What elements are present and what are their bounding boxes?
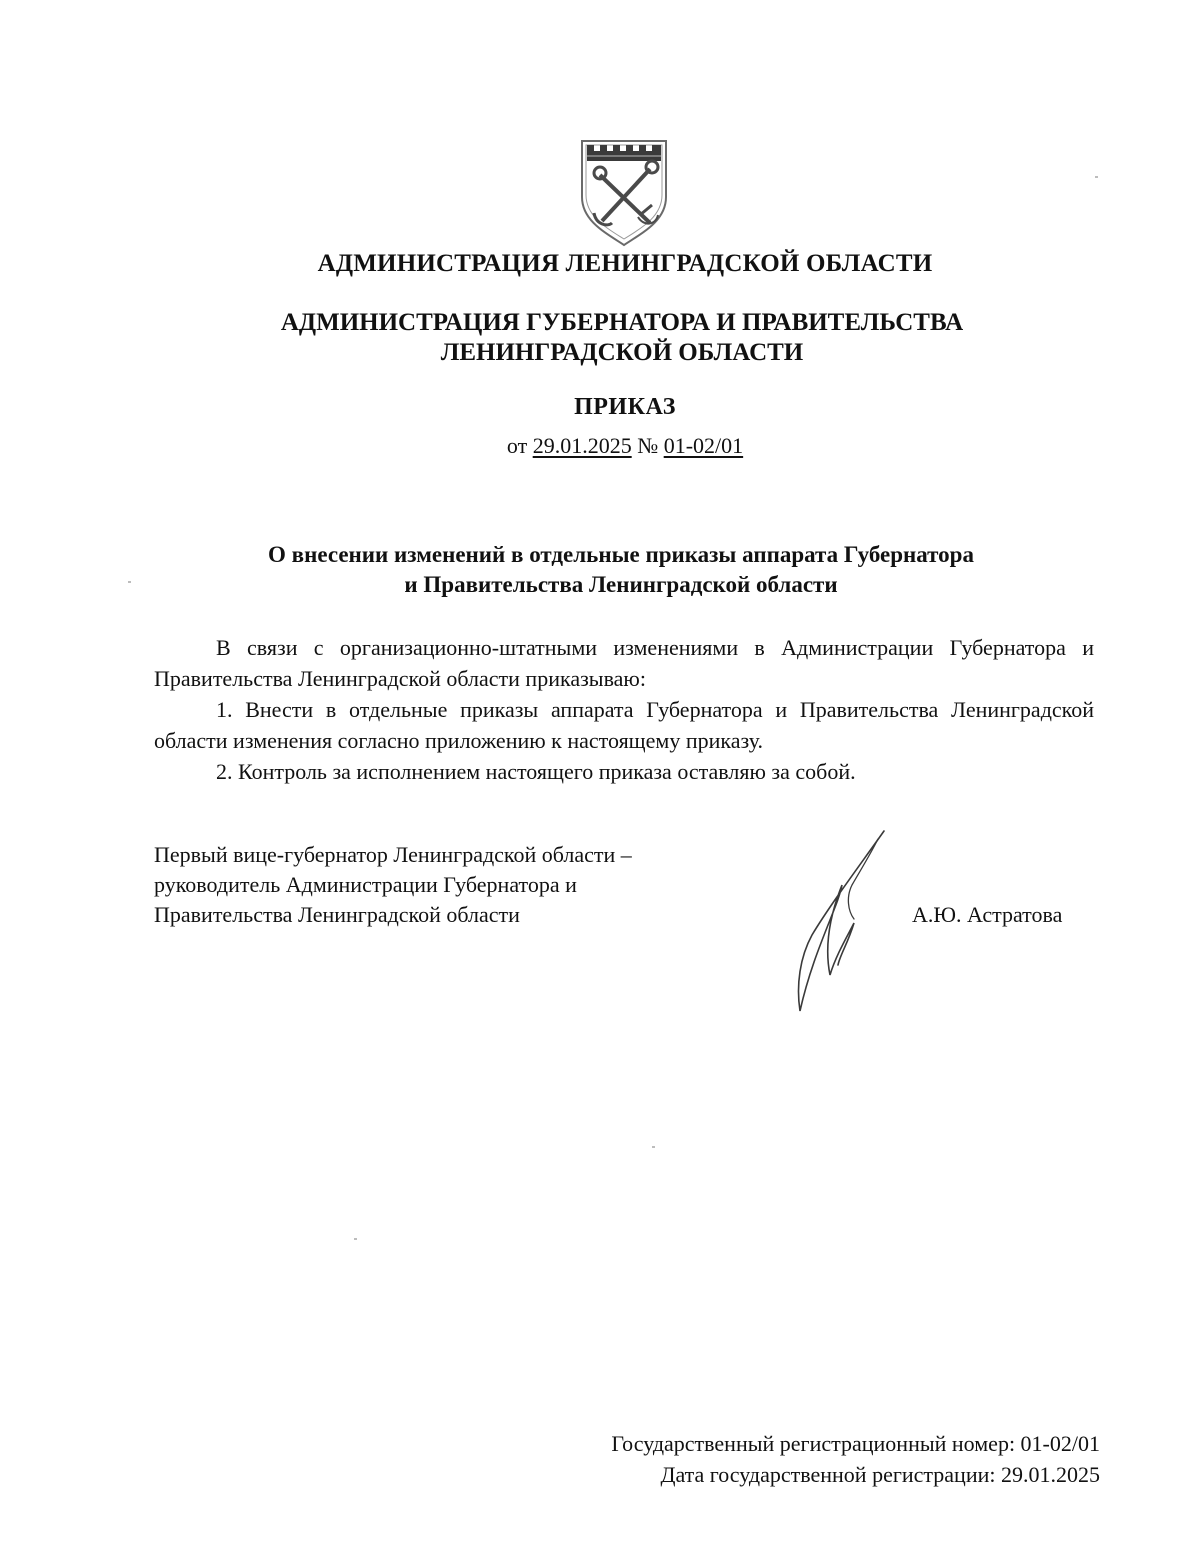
order-date-number [0,433,1200,459]
coat-of-arms-icon [578,135,670,247]
position-line2: руководитель Администрации Губернатора и [154,872,577,897]
department-name-line2: ЛЕНИНГРАДСКОЙ ОБЛАСТИ [440,339,804,366]
scan-speck [128,581,131,583]
body-item-1: 1. Внести в отдельные приказы аппарата Губернатора и Правительства Ленинградской области изменения согласно приложению к настоящему приказу. [154,697,1094,753]
order-number: 01-02/01 [663,433,744,458]
scan-speck [1095,176,1098,178]
signatory-position [154,840,632,930]
position-line1: Первый вице-губернатор Ленинградской области – [154,842,632,867]
date-prefix: от [506,433,528,458]
number-prefix: № [637,433,659,458]
department-name [0,308,1200,368]
department-name-line1: АДМИНИСТРАЦИЯ ГУБЕРНАТОРА И ПРАВИТЕЛЬСТВА [280,309,964,336]
scan-speck [652,1146,655,1148]
registration-info [611,1428,1100,1490]
subject-line2: и Правительства Ленинградской области [404,572,838,597]
organization-name: АДМИНИСТРАЦИЯ ЛЕНИНГРАДСКОЙ ОБЛАСТИ [317,250,933,277]
position-line3: Правительства Ленинградской области [154,902,520,927]
signatory-name: А.Ю. Астратова [912,902,1063,927]
order-date: 29.01.2025 [532,433,632,458]
document-subject [0,540,1200,600]
body-item-2: 2. Контроль за исполнением настоящего приказа оставляю за собой. [216,759,856,784]
registration-date: Дата государственной регистрации: 29.01.2025 [660,1462,1100,1487]
body-paragraph: В связи с организационно-штатными изменениями в Администрации Губернатора и Правительства Ленинградской области приказываю: [154,635,1094,691]
document-body [154,632,1094,787]
registration-number: Государственный регистрационный номер: 01-02/01 [611,1431,1100,1456]
document-type: ПРИКАЗ [574,394,676,420]
handwritten-signature-icon [790,825,900,1020]
subject-line1: О внесении изменений в отдельные приказы аппарата Губернатора [268,542,974,567]
scan-speck [354,1238,357,1240]
